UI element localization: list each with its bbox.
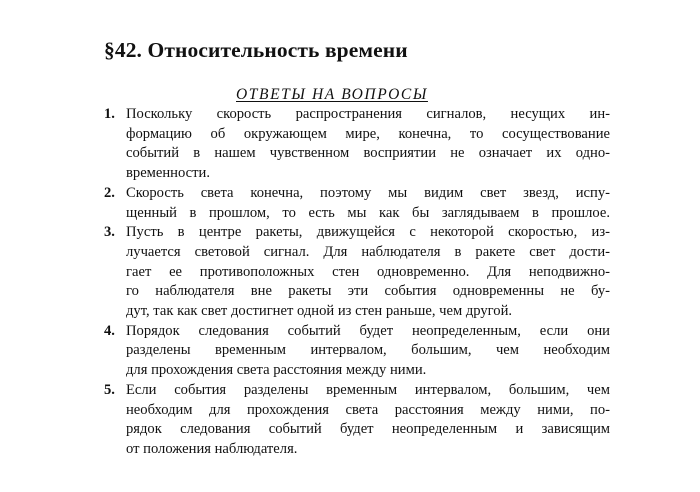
answer-number: 1. bbox=[104, 106, 115, 122]
answer-line: от положения наблюдателя. bbox=[126, 440, 298, 457]
answer-text bbox=[126, 223, 610, 322]
answer-text bbox=[126, 322, 610, 381]
answer-item bbox=[104, 105, 610, 184]
answer-text bbox=[126, 105, 610, 184]
answer-line: временности. bbox=[126, 165, 210, 182]
answer-item bbox=[104, 381, 610, 460]
answer-line: го наблюдателя вне ракеты эти события одновременны не бу- bbox=[126, 283, 610, 300]
answer-line: лучается световой сигнал. Для наблюдателя в ракете свет дости- bbox=[126, 243, 610, 260]
answer-line: Если события разделены временным интервалом, большим, чем bbox=[126, 381, 610, 398]
answer-line: дут, так как свет достигнет одной из стен раньше, чем другой. bbox=[126, 303, 513, 320]
answer-text bbox=[126, 184, 610, 223]
answer-number: 3. bbox=[104, 224, 115, 241]
answer-number: 2. bbox=[104, 184, 115, 201]
answer-line: необходим для прохождения света расстояния между ними, по- bbox=[126, 401, 610, 418]
answer-line: Скорость света конечна, поэтому мы видим свет звезд, испу- bbox=[126, 184, 610, 201]
answer-line: событий в нашем чувственном восприятии не означает их одно- bbox=[126, 145, 610, 162]
answer-line: Пусть в центре ракеты, движущейся с некоторой скоростью, из- bbox=[126, 224, 610, 241]
section-title: §42. Относительность времени bbox=[104, 38, 408, 62]
answers-list bbox=[104, 105, 610, 460]
answer-line: Порядок следования событий будет неопределенным, если они bbox=[126, 322, 610, 339]
answer-number: 4. bbox=[104, 322, 115, 339]
answer-line: щенный в прошлом, то есть мы как бы заглядываем в прошлое. bbox=[126, 204, 610, 221]
answers-heading: ОТВЕТЫ НА ВОПРОСЫ bbox=[236, 86, 428, 103]
answer-line: разделены временным интервалом, большим, чем необходим bbox=[126, 342, 610, 359]
answer-line: гает ее противоположных стен одновременно. Для неподвижно- bbox=[126, 263, 610, 280]
answer-line: Поскольку скорость распространения сигналов, несущих ин- bbox=[126, 106, 610, 122]
answer-text bbox=[126, 381, 610, 460]
answer-line: для прохождения света расстояния между ними. bbox=[126, 362, 427, 379]
answer-item bbox=[104, 322, 610, 381]
answer-number: 5. bbox=[104, 381, 115, 398]
answer-line: формацию об окружающем мире, конечна, то сосуществование bbox=[126, 125, 610, 142]
answer-item bbox=[104, 184, 610, 223]
answer-line: рядок следования событий будет неопределенным и зависящим bbox=[126, 421, 610, 438]
answer-item bbox=[104, 223, 610, 322]
